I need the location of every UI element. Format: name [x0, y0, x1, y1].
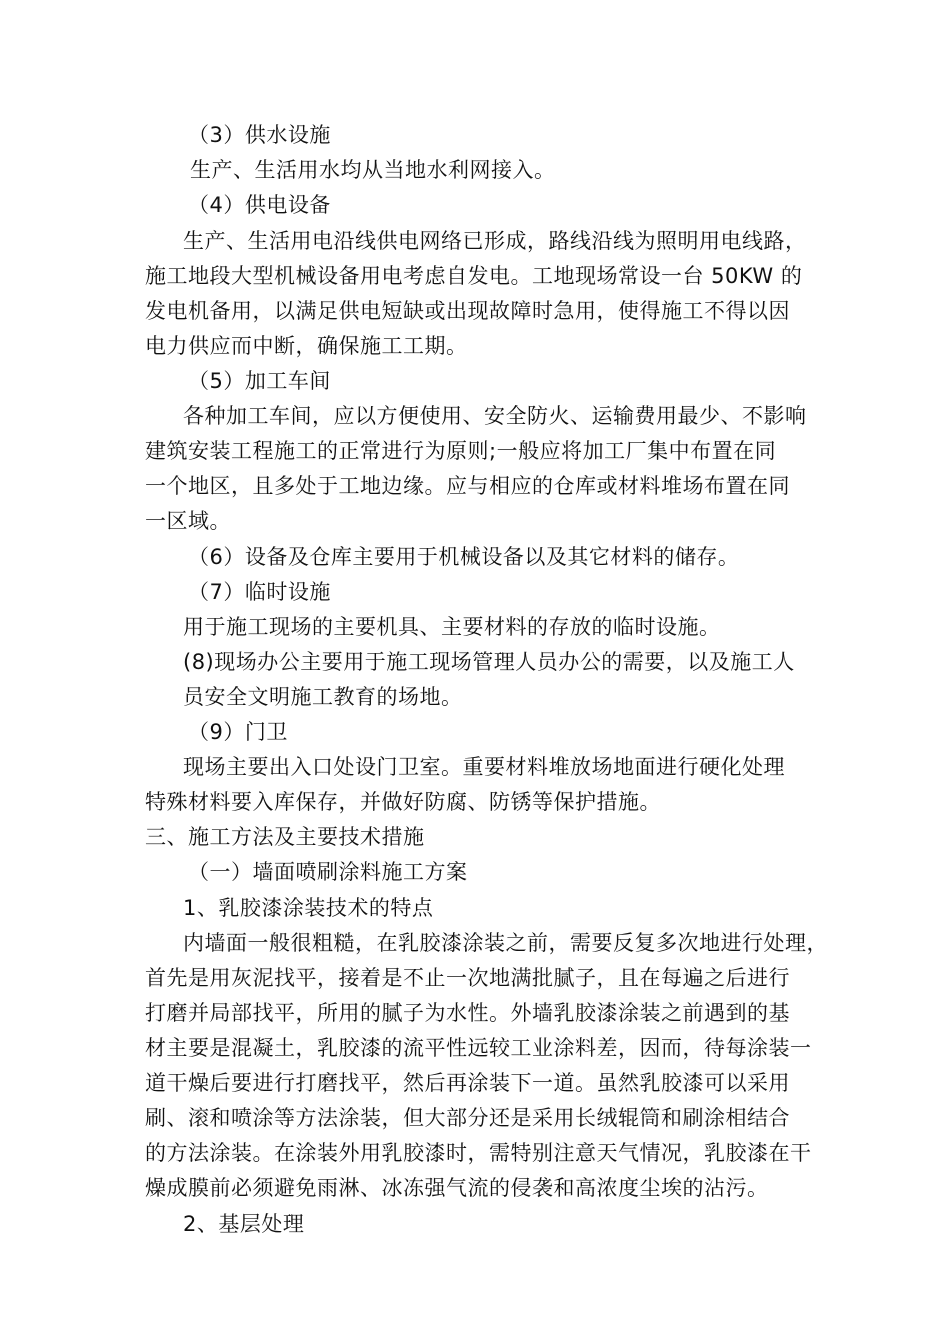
text-line: 燥成膜前必须避免雨淋、冰冻强气流的侵袭和高浓度尘埃的沾污。: [145, 1176, 769, 1200]
text-line: （7）临时设施: [188, 580, 331, 604]
text-line: 各种加工车间，应以方便使用、安全防火、运输费用最少、不影响: [183, 404, 807, 428]
text-line: 建筑安装工程施工的正常进行为原则;一般应将加工厂集中布置在同: [145, 439, 777, 463]
text-line: 特殊材料要入库保存，并做好防腐、防锈等保护措施。: [145, 790, 661, 814]
text-line: 内墙面一般很粗糙，在乳胶漆涂装之前，需要反复多次地进行处理，: [183, 931, 828, 955]
text-line: 用于施工现场的主要机具、主要材料的存放的临时设施。: [183, 615, 721, 639]
text-line: （6）设备及仓库主要用于机械设备以及其它材料的储存。: [188, 545, 740, 569]
text-line: （5）加工车间: [188, 369, 331, 393]
text-line: （4）供电设备: [188, 193, 331, 217]
text-line: 打磨并局部找平，所用的腻子为水性。外墙乳胶漆涂装之前遇到的基: [145, 1001, 790, 1025]
text-line: （3）供水设施: [188, 123, 331, 147]
text-line: 电力供应而中断，确保施工工期。: [145, 334, 468, 358]
section-heading: 三、施工方法及主要技术措施: [145, 825, 425, 849]
text-line: 首先是用灰泥找平，接着是不止一次地满批腻子，且在每遍之后进行: [145, 966, 790, 990]
text-line: 材主要是混凝土，乳胶漆的流平性远较工业涂料差，因而，待每涂装一: [145, 1036, 812, 1060]
text-line: （9）门卫: [188, 720, 288, 744]
text-line: 道干燥后要进行打磨找平，然后再涂装下一道。虽然乳胶漆可以采用: [145, 1071, 790, 1095]
text-line: 发电机备用，以满足供电短缺或出现故障时急用，使得施工不得以因: [145, 299, 790, 323]
text-line: 一个地区，且多处于工地边缘。应与相应的仓库或材料堆场布置在同: [145, 474, 790, 498]
text-line: 现场主要出入口处设门卫室。重要材料堆放场地面进行硬化处理: [183, 755, 785, 779]
subsection-heading: 2、基层处理: [183, 1212, 305, 1236]
subsection-heading: 1、乳胶漆涂装技术的特点: [183, 896, 434, 920]
text-line: 的方法涂装。在涂装外用乳胶漆时，需特别注意天气情况，乳胶漆在干: [145, 1141, 812, 1165]
text-line: 一区域。: [145, 509, 231, 533]
text-line: 施工地段大型机械设备用电考虑自发电。工地现场常设一台 50KW 的: [145, 264, 803, 288]
text-line: 刷、滚和喷涂等方法涂装，但大部分还是采用长绒辊筒和刷涂相结合: [145, 1106, 790, 1130]
text-line: (8)现场办公主要用于施工现场管理人员办公的需要，以及施工人: [183, 650, 795, 674]
text-line: 员安全文明施工教育的场地。: [183, 685, 463, 709]
text-line: 生产、生活用电沿线供电网络已形成，路线沿线为照明用电线路，: [183, 229, 807, 253]
subsection-heading: （一）墙面喷刷涂料施工方案: [188, 860, 468, 884]
text-line: 生产、生活用水均从当地水利网接入。: [190, 158, 556, 182]
